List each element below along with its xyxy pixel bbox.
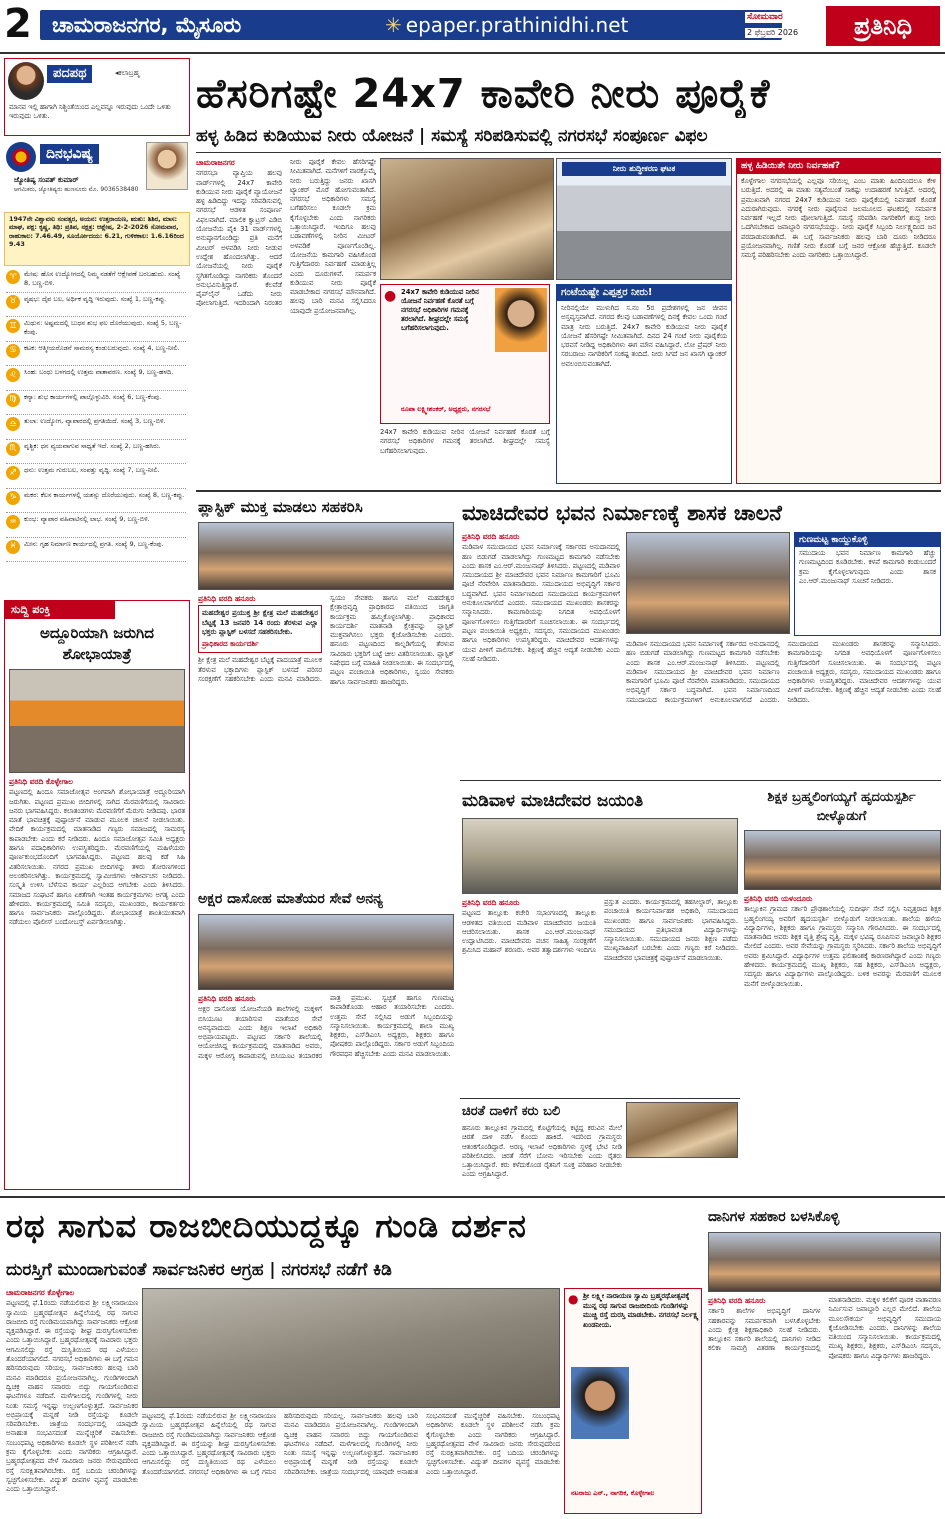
zodiac-text: ಸಿಂಹ: ಬಂಧು ಬಳಗದಲ್ಲಿ ಉತ್ತಮ ವಾತಾವರಣ. ಸಂಖ್ಯೆ 9, ಬಣ್ಣ-ಹಳದಿ. [24, 368, 174, 376]
machideva-box-title: ಗುಣಮಟ್ಟ ಕಾಯ್ದುಕೊಳ್ಳಿ [795, 533, 940, 547]
zodiac-text: ಮೀನ: ಗೃಹ ನಿರ್ಮಾಣ ಕಾರ್ಯದಲ್ಲಿ ಪ್ರಗತಿ. ಸಂಖ್ಯೆ 9, ಬಣ್ಣ-ಕೆಂಪು. [24, 539, 164, 548]
zodiac-text: ತುಲಾ: ಉದ್ಯೋಗ, ವ್ಯಾಪಾರದಲ್ಲಿ ಪ್ರಗತಿಯಿದೆ. ಸಂಖ್ಯೆ 3, ಬಣ್ಣ-ಬಿಳಿ. [24, 417, 166, 425]
machideva-box-text: ಸಮುದಾಯ ಭವನ ನಿರ್ಮಾಣ ಕಾಮಗಾರಿ ಹೆಚ್ಚು ಗುಣಮಟ್ಟದಿಂದ ಕೂಡಿರಬೇಕು. ಕಳಪೆ ಕಾಮಗಾರಿ ಕಂಡುಬಂದರೆ ಕ್ರಮ ಕೈಗೊಳ್ಳಲಾಗುವುದು ಎಂದು ಶಾಸಕ ಎಂ.ಆರ್.ಮಂಜುನಾಥ್ ಸೂಚನೆ ನೀಡಿದರು. [799, 549, 936, 585]
ratha-quote-photo [571, 1367, 629, 1439]
zodiac-text: ಧನು: ಉತ್ತಮ ಗುರುಬಲ, ಸಂಪತ್ತು ವೃದ್ಧಿ. ಸಂಖ್ಯೆ 7, ಬಣ್ಣ-ನೀಲಿ. [24, 466, 160, 474]
akshara-text: ಅಕ್ಷರ ದಾಸೋಹ ಯೋಜನೆಯಡಿ ಶಾಲೆಗಳಲ್ಲಿ ಮಕ್ಕಳಿಗೆ ಬಿಸಿಯೂಟ ತಯಾರಿಸುವ ಮಾತೆಯರ ಸೇವೆ ಅನನ್ಯವಾದುದು ಎಂದು ಶಿಕ್ಷಣ ಇಲಾಖೆ ಅಧಿಕಾರಿ ಅಭಿಪ್ರಾಯಪಟ್ಟರು. ಪಟ್ಟಣದ ಸರ್ಕಾರಿ ಶಾಲೆಯಲ್ಲಿ ಆಯೋಜಿಸಿದ್ದ ಕಾರ್ಯಕ್ರಮದಲ್ಲಿ ಮಾತನಾಡಿದ ಅವರು, ಮಕ್ಕಳ ಆರೋಗ್ಯ ಕಾಪಾಡುವಲ್ಲಿ ಬಿಸಿಯೂಟ ತಯಾರಕರ ಪಾತ್ರ ಪ್ರಮುಖ. ಸ್ವಚ್ಛತೆ ಹಾಗೂ ಗುಣಮಟ್ಟ ಕಾಪಾಡಿಕೊಂಡು ಆಹಾರ ತಯಾರಿಸಬೇಕು ಎಂದರು. ಉತ್ತಮ ಸೇವೆ ಸಲ್ಲಿಸಿದ ಅಡುಗೆ ಸಿಬ್ಬಂದಿಯನ್ನು ಸನ್ಮಾನಿಸಲಾಯಿತು. ಕಾರ್ಯಕ್ರಮದಲ್ಲಿ ಶಾಲಾ ಮುಖ್ಯ ಶಿಕ್ಷಕರು, ಎಸ್‌ಡಿಎಂಸಿ ಅಧ್ಯಕ್ಷರು, ಶಿಕ್ಷಕರು ಹಾಗೂ ಪೋಷಕರು ಪಾಲ್ಗೊಂಡಿದ್ದರು. ಸರ್ಕಾರ ಅಡುಗೆ ಸಿಬ್ಬಂದಿಯ ಗೌರವಧನ ಹೆಚ್ಚಿಸಬೇಕು ಎಂದು ಮನವಿ ಮಾಡಲಾಯಿತು. [198, 994, 454, 1060]
zodiac-sign-icon: ♊ [6, 319, 20, 333]
lead-deck: ಹಳ್ಳ ಹಿಡಿದ ಕುಡಿಯುವ ನೀರು ಯೋಜನೆ | ಸಮಸ್ಯೆ ಸರಿಪಡಿಸುವಲ್ಲಿ ನಗರಸಭೆ ಸಂಪೂರ್ಣ ವಿಫಲ [196, 126, 708, 146]
machideva-body [462, 532, 620, 776]
zodiac-row [6, 440, 186, 465]
suddi-tag: ಸುದ್ದಿ ಪಂಕ್ತಿ [5, 601, 115, 619]
zodiac-text: ಕನ್ಯಾ: ಶುಭ ಕಾರ್ಯಗಳಲ್ಲಿ ಪಾಲ್ಗೊಳ್ಳುವಿರಿ. ಸಂಖ್ಯೆ 6, ಬಣ್ಣ-ಕೆಂಪು. [24, 392, 162, 401]
region-title: ಚಾಮರಾಜನಗರ, ಮೈಸೂರು [52, 13, 242, 37]
machideva-photo [626, 532, 790, 634]
machideva-byline: ಪ್ರತಿನಿಧಿ ವರದಿ ಹನೂರು [462, 532, 520, 541]
ratha-deck: ದುರಸ್ತಿಗೆ ಮುಂದಾಗುವಂತೆ ಸಾರ್ವಜನಿಕರ ಆಗ್ರಹ | ನಗರಸಭೆ ನಡೆಗೆ ಕಿಡಿ [6, 1260, 392, 1280]
lead-sidebar [736, 158, 941, 484]
rule-chirate [460, 1098, 740, 1099]
suddi-headline: ಅದ್ದೂರಿಯಾಗಿ ಜರುಗಿದ ಶೋಭಾಯಾತ್ರೆ [40, 624, 154, 663]
quote1-photo [495, 288, 547, 352]
madivala-headline: ಮಡಿವಾಳ ಮಾಚಿದೇವರ ಜಯಂತಿ [462, 791, 644, 811]
zodiac-sign-icon: ♈ [6, 270, 20, 284]
machideva-box [794, 532, 941, 636]
site-url-text: epaper.prathinidhi.net [405, 13, 629, 37]
astrologer-name: ಜ್ಯೋತಿಷ್ಯ ಸಂಪತ್ ಕುಮಾರ್ [14, 176, 79, 184]
ratha-text-cont: ಪಟ್ಟಣದಲ್ಲಿ ಫೆ.1ರಂದು ನಡೆಯಲಿರುವ ಶ್ರೀ ಲಕ್ಷ್ಮೀನಾರಾಯಣ ಸ್ವಾಮಿಯ ಬ್ರಹ್ಮರಥೋತ್ಸವ ಹಿನ್ನೆಲೆಯಲ್ಲಿ ರಥ ಸಾಗುವ ರಾಜಬೀದಿ ರಸ್ತೆ ಗುಂಡಿಮಯವಾಗಿದ್ದು ಸಾರ್ವಜನಿಕರು ಆಕ್ರೋಶ ವ್ಯಕ್ತಪಡಿಸಿದ್ದಾರೆ. ಈ ರಸ್ತೆಯನ್ನು ಶೀಘ್ರ ದುರಸ್ತಿಗೊಳಿಸಬೇಕು ಎಂದು ಒತ್ತಾಯಿಸಿದ್ದಾರೆ. ಬ್ರಹ್ಮರಥೋತ್ಸವಕ್ಕೆ ಸಾವಿರಾರು ಭಕ್ತರು ಆಗಮಿಸಲಿದ್ದು ರಸ್ತೆ ದುಸ್ಥಿತಿಯಿಂದ ರಥ ಎಳೆಯಲು ತೊಂದರೆಯಾಗಲಿದೆ. ನಗರಸಭೆ ಅಧಿಕಾರಿಗಳು ಈ ಬಗ್ಗೆ ಗಮನ ಹರಿಸದಿರುವುದು ಸರಿಯಲ್ಲ. ಸಾರ್ವಜನಿಕರು ಹಲವು ಬಾರಿ ಮನವಿ ಮಾಡಿದರೂ ಪ್ರಯೋಜನವಾಗಿಲ್ಲ. ಗುಂಡಿಗಳಿಂದಾಗಿ ದ್ವಿಚಕ್ರ ವಾಹನ ಸವಾರರು ಬಿದ್ದು ಗಾಯಗೊಂಡಿರುವ ಘಟನೆಗಳೂ ನಡೆದಿವೆ. ಮಳೆಗಾಲದಲ್ಲಿ ಗುಂಡಿಗಳಲ್ಲಿ ನೀರು ನಿಂತು ಸಮಸ್ಯೆ ಇನ್ನಷ್ಟು ಉಲ್ಬಣಗೊಳ್ಳುತ್ತದೆ. ಸಾರ್ವಜನಿಕರ ಅಭಿಪ್ರಾಯಕ್ಕೆ ಮನ್ನಣೆ ನೀಡಿ ರಸ್ತೆಯನ್ನು ಕೂಡಲೇ ಸರಿಪಡಿಸಬೇಕು. ಜಾತ್ರೆಯ ಸಂದರ್ಭದಲ್ಲಿ ಯಾವುದೇ ಅನಾಹುತ ಸಂಭವಿಸದಂತೆ ಮುನ್ನೆಚ್ಚರಿಕೆ ವಹಿಸಬೇಕು. ಸಂಬಂಧಪಟ್ಟ ಅಧಿಕಾರಿಗಳು ಕೂಡಲೇ ಸ್ಥಳ ಪರಿಶೀಲನೆ ನಡೆಸಿ ಕ್ರಮ ಕೈಗೊಳ್ಳಬೇಕು ಎಂದು ನಾಗರಿಕರು ಆಗ್ರಹಿಸಿದ್ದಾರೆ. ಬ್ರಹ್ಮರಥೋತ್ಸವದ ವೇಳೆ ಸಾವಿರಾರು ಜನರು ಸೇರುವುದರಿಂದ ರಸ್ತೆ ಸುರಕ್ಷಿತವಾಗಿರಬೇಕು. ರಸ್ತೆ ಬದಿಯ ಚರಂಡಿಗಳನ್ನು ಸ್ವಚ್ಛಗೊಳಿಸಬೇಕು. ವಿದ್ಯುತ್ ದೀಪಗಳ ವ್ಯವಸ್ಥೆ ಮಾಡಬೇಕು ಎಂದು ಒತ್ತಾಯಿಸಿದ್ದಾರೆ. [142, 1412, 560, 1476]
lead-box-title: ಗಂಟೆಯಷ್ಟೇ ಎಪ್ಪತ್ತರ ನೀರು! [557, 285, 731, 301]
lead-photo-building [556, 158, 732, 280]
panchang-box [4, 212, 190, 266]
daani-text: ಸರ್ಕಾರಿ ಶಾಲೆಗಳ ಅಭಿವೃದ್ಧಿಗೆ ದಾನಿಗಳ ಸಹಕಾರವನ್ನು ಸಮರ್ಪಕವಾಗಿ ಬಳಸಿಕೊಳ್ಳಬೇಕು ಎಂದು ಕ್ಷೇತ್ರ ಶಿಕ್ಷಣಾಧಿಕಾರಿ ಸಲಹೆ ನೀಡಿದರು. ತಾಲ್ಲೂಕಿನ ಸರ್ಕಾರಿ ಶಾಲೆಯಲ್ಲಿ ದಾನಿಗಳು ನೀಡಿದ ಕಲಿಕಾ ಸಾಮಗ್ರಿ ವಿತರಣಾ ಕಾರ್ಯಕ್ರಮದಲ್ಲಿ ಮಾತನಾಡಿದರು. ಮಕ್ಕಳ ಕಲಿಕೆಗೆ ಪೂರಕ ವಾತಾವರಣ ನಿರ್ಮಿಸುವ ಜವಾಬ್ದಾರಿ ಎಲ್ಲರ ಮೇಲಿದೆ. ಶಾಲೆಯ ಮೂಲಸೌಕರ್ಯ ಅಭಿವೃದ್ಧಿಗೆ ಸಮುದಾಯ ಕೈಜೋಡಿಸಬೇಕು ಎಂದರು. ದಾನಿಗಳನ್ನು ಶಾಲೆಯ ವತಿಯಿಂದ ಸನ್ಮಾನಿಸಲಾಯಿತು. ಕಾರ್ಯಕ್ರಮದಲ್ಲಿ ಮುಖ್ಯ ಶಿಕ್ಷಕರು, ಶಿಕ್ಷಕರು, ಎಸ್‌ಡಿಎಂಸಿ ಸದಸ್ಯರು, ಪೋಷಕರು ಹಾಗೂ ವಿದ್ಯಾರ್ಥಿಗಳು ಹಾಜರಿದ್ದರು. [708, 1296, 941, 1360]
drop-icon: ● [384, 288, 397, 304]
zodiac-sign-icon: ♑ [6, 491, 20, 505]
ratha-headline: ರಥ ಸಾಗುವ ರಾಜಬೀದಿಯುದ್ದಕ್ಕೂ ಗುಂಡಿ ದರ್ಶನ [6, 1207, 527, 1245]
suddi-box [4, 600, 190, 1190]
padapatha-avatar [8, 62, 44, 100]
zodiac-row [6, 342, 186, 367]
date-label: 2 ಫೆಬ್ರವರಿ 2026 [747, 28, 799, 37]
lead-photo-sign: ನೀರು ಶುದ್ಧೀಕರಣ ಘಟಕ [562, 162, 726, 176]
chirate-body [462, 1124, 622, 1190]
zodiac-sign-icon: ♓ [6, 540, 20, 554]
lead-quote1: 24x7 ಕಾವೇರಿ ಕುಡಿಯುವ ನೀರಿನ ಯೋಜನೆ ನಿರ್ವಹಣೆ ಕೊರತೆ ಬಗ್ಗೆ ನಗರಸಭೆ ಅಧಿಕಾರಿಗಳ ಗಮನಕ್ಕೆ ತರಲಾಗಿದೆ. ಶೀಘ್ರದಲ್ಲೇ ಸಮಸ್ಯೆ ಬಗೆಹರಿಸಲಾಗುವುದು. [401, 288, 479, 332]
rule-mid2 [460, 780, 941, 781]
ratha-byline: ಚಾಮರಾಜನಗರ ಕೊಳ್ಳೇಗಾಲ [6, 1288, 75, 1297]
daani-photo [708, 1232, 941, 1292]
masthead-rule [0, 52, 945, 54]
zodiac-row [6, 391, 186, 416]
sun-icon: ✳ [385, 13, 402, 37]
shikshaka-photo [744, 830, 941, 890]
ratha-body-cont [142, 1412, 560, 1514]
zodiac-text: ಮಕರ: ಕೆಲಸ ಕಾರ್ಯಗಳಲ್ಲಿ ಯಶಸ್ಸು ದೊರೆಯುವುದು. ಸಂಖ್ಯೆ 8, ಬಣ್ಣ-ಕಪ್ಪು. [24, 490, 185, 499]
madivala-photo [462, 818, 738, 894]
ratha-quote: ಶ್ರೀ ಲಕ್ಷ್ಮೀ ನಾರಾಯಣ ಸ್ವಾಮಿ ಬ್ರಹ್ಮರಥೋತ್ಸವಕ್ಕೆ ಮುನ್ನ ರಥ ಸಾಗುವ ರಾಜಬೀದಿಯ ಗುಂಡಿಗಳನ್ನು ಮುಚ್ಚಿ ರಸ್ತೆ ದುರಸ್ತಿ ಮಾಡಬೇಕು. ನಗರಸಭೆ ನಿರ್ಲಕ್ಷ್ಯ ಖಂಡನೀಯ. [583, 1292, 699, 1329]
ratha-photo [142, 1288, 560, 1408]
daani-body [708, 1296, 941, 1514]
zodiac-row [6, 415, 186, 440]
plastic-body [198, 594, 454, 886]
page-number: 2 [4, 1, 32, 47]
lead-photo-woman [380, 158, 554, 280]
zodiac-text: ವೃಶ್ಚಿಕ: ಧನ ವ್ಯಯವಾಗುವ ಸಾಧ್ಯತೆ ಇದೆ. ಸಂಖ್ಯೆ 2, ಬಣ್ಣ-ಹಸಿರು. [24, 441, 161, 450]
zodiac-row [6, 366, 186, 391]
lead-quote1-box [380, 284, 550, 424]
zodiac-row [6, 317, 186, 342]
machideva-text: ಮಡಿವಾಳ ಸಮುದಾಯದ ಭವನ ನಿರ್ಮಾಣಕ್ಕೆ ಸರ್ಕಾರದ ಅನುದಾನದಲ್ಲಿ ಹಣ ಬಿಡುಗಡೆ ಮಾಡಲಾಗಿದ್ದು ಗುಣಮಟ್ಟದ ಕಾಮಗಾರಿ ನಡೆಸಬೇಕು ಎಂದು ಶಾಸಕ ಎಂ.ಆರ್.ಮಂಜುನಾಥ್ ತಿಳಿಸಿದರು. ಪಟ್ಟಣದಲ್ಲಿ ಮಡಿವಾಳ ಸಮುದಾಯದ ಶ್ರೀ ಮಾಚಿದೇವರ ಭವನ ನಿರ್ಮಾಣ ಕಾಮಗಾರಿಗೆ ಭೂಮಿ ಪೂಜೆ ನೆರವೇರಿಸಿ ಮಾತನಾಡಿದರು. ಸಮುದಾಯದ ಅಭಿವೃದ್ಧಿಗೆ ಸರ್ಕಾರ ಬದ್ಧವಾಗಿದೆ. ಭವನ ನಿರ್ಮಾಣದಿಂದ ಸಮುದಾಯದ ಕಾರ್ಯಕ್ರಮಗಳಿಗೆ ಅನುಕೂಲವಾಗಲಿದೆ ಎಂದರು. ಸಮುದಾಯದ ಮುಖಂಡರು ಶಾಸಕರನ್ನು ಸನ್ಮಾನಿಸಿದರು. ಕಾಮಗಾರಿಯನ್ನು ನಿಗದಿತ ಅವಧಿಯೊಳಗೆ ಪೂರ್ಣಗೊಳಿಸಲು ಗುತ್ತಿಗೆದಾರರಿಗೆ ಸೂಚಿಸಲಾಯಿತು. ಈ ಸಂದರ್ಭದಲ್ಲಿ ಪಟ್ಟಣ ಪಂಚಾಯಿತಿ ಅಧ್ಯಕ್ಷರು, ಸದಸ್ಯರು, ಸಮುದಾಯದ ಮುಖಂಡರು ಹಾಗೂ ಅಧಿಕಾರಿಗಳು ಉಪಸ್ಥಿತರಿದ್ದರು. ಮಾಚಿದೇವರ ಆದರ್ಶಗಳನ್ನು ಯುವ ಪೀಳಿಗೆ ಪಾಲಿಸಬೇಕು. ಶಿಕ್ಷಣಕ್ಕೆ ಹೆಚ್ಚಿನ ಆದ್ಯತೆ ನೀಡಬೇಕು ಎಂದು ಸಲಹೆ ನೀಡಿದರು. [462, 543, 620, 663]
rule-bottom-band [0, 1196, 945, 1198]
lead-sidebar-text: ಕೊಳ್ಳೇಗಾಲ ನಗರಸಭೆಯಲ್ಲಿ ಎಲ್ಲವೂ ಸರಿಯಿಲ್ಲ ಎಂಬ ಮಾತು ಹಿಂದಿನಿಂದಲೂ ಕೇಳಿ ಬರುತ್ತಿದೆ. ಅದರಲ್ಲಿ ಈ ಮಾತು ಸತ್ಯವೆಂಬಂತೆ ಸಾಕಷ್ಟು ಉದಾಹರಣೆ ಸಿಗುತ್ತಿವೆ. ಅದರಲ್ಲಿ ಪ್ರಮುಖವಾಗಿ ನಗರದ 24x7 ಕುಡಿಯುವ ನೀರು ಪೂರೈಕೆಯಲ್ಲಿ ನಿರ್ವಹಣೆ ಕೊರತೆ ಎದುರಾಗಿರುವುದು. ನಗರಕ್ಕೆ ನೀರು ಪೂರೈಸುವ ಜಲಮೂಲದ ಘಟಕದಲ್ಲಿ ಸಮರ್ಪಕ ನಿರ್ವಹಣೆ ಇಲ್ಲದೆ ನೀರು ಪೋಲಾಗುತ್ತಿದೆ. ಸಮಸ್ಯೆ ಸರಿಪಡಿಸಿ ನಾಗರಿಕರಿಗೆ ಶುದ್ಧ ನೀರು ಒದಗಿಸಬೇಕಾದ ಜವಾಬ್ದಾರಿ ನಗರಸಭೆಯದ್ದು. ನೀರು ಪೂರೈಕೆ ಸಿಬ್ಬಂದಿ ನಿರ್ಲಕ್ಷ್ಯದಿಂದ ಜನ ಪರದಾಡುವಂತಾಗಿದೆ. ಈ ಬಗ್ಗೆ ಸಾರ್ವಜನಿಕರು ಹಲವು ಬಾರಿ ದೂರು ನೀಡಿದರೂ ಪ್ರಯೋಜನವಾಗಿಲ್ಲ. ಗಣಿತೆ ನೀರು ಕೊರತೆ ಬಗ್ಗೆ ಜನರ ಆಕ್ರೋಶ ಹೆಚ್ಚುತ್ತಿದೆ. ಕೂಡಲೇ ಸಮಸ್ಯೆ ಪರಿಹರಿಸಬೇಕು ಎಂದು ನಾಗರಿಕರು ಒತ್ತಾಯಿಸಿದ್ದಾರೆ. [741, 177, 936, 260]
ratha-text: ಪಟ್ಟಣದಲ್ಲಿ ಫೆ.1ರಂದು ನಡೆಯಲಿರುವ ಶ್ರೀ ಲಕ್ಷ್ಮೀನಾರಾಯಣ ಸ್ವಾಮಿಯ ಬ್ರಹ್ಮರಥೋತ್ಸವ ಹಿನ್ನೆಲೆಯಲ್ಲಿ ರಥ ಸಾಗುವ ರಾಜಬೀದಿ ರಸ್ತೆ ಗುಂಡಿಮಯವಾಗಿದ್ದು ಸಾರ್ವಜನಿಕರು ಆಕ್ರೋಶ ವ್ಯಕ್ತಪಡಿಸಿದ್ದಾರೆ. ಈ ರಸ್ತೆಯನ್ನು ಶೀಘ್ರ ದುರಸ್ತಿಗೊಳಿಸಬೇಕು ಎಂದು ಒತ್ತಾಯಿಸಿದ್ದಾರೆ. ಬ್ರಹ್ಮರಥೋತ್ಸವಕ್ಕೆ ಸಾವಿರಾರು ಭಕ್ತರು ಆಗಮಿಸಲಿದ್ದು ರಸ್ತೆ ದುಸ್ಥಿತಿಯಿಂದ ರಥ ಎಳೆಯಲು ತೊಂದರೆಯಾಗಲಿದೆ. ನಗರಸಭೆ ಅಧಿಕಾರಿಗಳು ಈ ಬಗ್ಗೆ ಗಮನ ಹರಿಸದಿರುವುದು ಸರಿಯಲ್ಲ. ಸಾರ್ವಜನಿಕರು ಹಲವು ಬಾರಿ ಮನವಿ ಮಾಡಿದರೂ ಪ್ರಯೋಜನವಾಗಿಲ್ಲ. ಗುಂಡಿಗಳಿಂದಾಗಿ ದ್ವಿಚಕ್ರ ವಾಹನ ಸವಾರರು ಬಿದ್ದು ಗಾಯಗೊಂಡಿರುವ ಘಟನೆಗಳೂ ನಡೆದಿವೆ. ಮಳೆಗಾಲದಲ್ಲಿ ಗುಂಡಿಗಳಲ್ಲಿ ನೀರು ನಿಂತು ಸಮಸ್ಯೆ ಇನ್ನಷ್ಟು ಉಲ್ಬಣಗೊಳ್ಳುತ್ತದೆ. ಸಾರ್ವಜನಿಕರ ಅಭಿಪ್ರಾಯಕ್ಕೆ ಮನ್ನಣೆ ನೀಡಿ ರಸ್ತೆಯನ್ನು ಕೂಡಲೇ ಸರಿಪಡಿಸಬೇಕು. ಜಾತ್ರೆಯ ಸಂದರ್ಭದಲ್ಲಿ ಯಾವುದೇ ಅನಾಹುತ ಸಂಭವಿಸದಂತೆ ಮುನ್ನೆಚ್ಚರಿಕೆ ವಹಿಸಬೇಕು. ಸಂಬಂಧಪಟ್ಟ ಅಧಿಕಾರಿಗಳು ಕೂಡಲೇ ಸ್ಥಳ ಪರಿಶೀಲನೆ ನಡೆಸಿ ಕ್ರಮ ಕೈಗೊಳ್ಳಬೇಕು ಎಂದು ನಾಗರಿಕರು ಆಗ್ರಹಿಸಿದ್ದಾರೆ. ಬ್ರಹ್ಮರಥೋತ್ಸವದ ವೇಳೆ ಸಾವಿರಾರು ಜನರು ಸೇರುವುದರಿಂದ ರಸ್ತೆ ಸುರಕ್ಷಿತವಾಗಿರಬೇಕು. ರಸ್ತೆ ಬದಿಯ ಚರಂಡಿಗಳನ್ನು ಸ್ವಚ್ಛಗೊಳಿಸಬೇಕು. ವಿದ್ಯುತ್ ದೀಪಗಳ ವ್ಯವಸ್ಥೆ ಮಾಡಬೇಕು ಎಂದು ಒತ್ತಾಯಿಸಿದ್ದಾರೆ. [6, 1299, 138, 1494]
akshara-headline: ಅಕ್ಷರ ದಾಸೋಹ ಮಾತೆಯರ ಸೇವೆ ಅನನ್ಯ [198, 891, 383, 907]
zodiac-sign-icon: ♍ [6, 393, 20, 407]
astrologer-contact: ಆಗಮಿಕರು, ಜ್ಯೋತಿಷ್ಯರು ಹುಣಸೂರು ಮೊ. 9036538480 [14, 186, 139, 193]
zodiac-sign-icon: ♌ [6, 368, 20, 382]
lead-box-water [556, 284, 732, 484]
zodiac-sign-icon: ♏ [6, 442, 20, 456]
lead-body-cont [380, 428, 550, 486]
zodiac-sign-icon: ♉ [6, 295, 20, 309]
zodiac-row [6, 513, 186, 538]
masthead [0, 0, 945, 54]
lead-rule [196, 152, 941, 153]
zodiac-list [6, 268, 186, 562]
zodiac-row [6, 293, 186, 318]
zodiac-text: ವೃಷಭ: ದೈವ ಬಲ, ಅರ್ಥಿಕ ವೃದ್ಧಿ ಇರುವುದು. ಸಂಖ್ಯೆ 1, ಬಣ್ಣ-ಕಪ್ಪು. [24, 294, 167, 303]
padapatha-text: ಮಾನವ ಇಲ್ಲಿ ಹಾಗಾಗಿ ನಿಶ್ಚಿಂತೆಯಿಂದ ಎಲ್ಲವನ್ನೂ ಇರುವುದು ಒಂದೇ ಒಳಿತು ಇರುವುದು ಒಳಿತು. [9, 103, 171, 120]
daani-headline: ದಾನಿಗಳ ಸಹಕಾರ ಬಳಸಿಕೊಳ್ಳಿ [708, 1209, 840, 1225]
zodiac-row [6, 489, 186, 514]
padapatha-title: ಪದಪಥ [47, 65, 92, 83]
day-label: ಸೋಮವಾರ [747, 12, 783, 22]
lead-headline: ಹೆಸರಿಗಷ್ಟೇ 24x7 ಕಾವೇರಿ ನೀರು ಪೂರೈಕೆ [196, 71, 771, 117]
logo: ಪ್ರತಿನಿಧಿ [826, 6, 940, 46]
machideva-text-cont: ಮಡಿವಾಳ ಸಮುದಾಯದ ಭವನ ನಿರ್ಮಾಣಕ್ಕೆ ಸರ್ಕಾರದ ಅನುದಾನದಲ್ಲಿ ಹಣ ಬಿಡುಗಡೆ ಮಾಡಲಾಗಿದ್ದು ಗುಣಮಟ್ಟದ ಕಾಮಗಾರಿ ನಡೆಸಬೇಕು ಎಂದು ಶಾಸಕ ಎಂ.ಆರ್.ಮಂಜುನಾಥ್ ತಿಳಿಸಿದರು. ಪಟ್ಟಣದಲ್ಲಿ ಮಡಿವಾಳ ಸಮುದಾಯದ ಶ್ರೀ ಮಾಚಿದೇವರ ಭವನ ನಿರ್ಮಾಣ ಕಾಮಗಾರಿಗೆ ಭೂಮಿ ಪೂಜೆ ನೆರವೇರಿಸಿ ಮಾತನಾಡಿದರು. ಸಮುದಾಯದ ಅಭಿವೃದ್ಧಿಗೆ ಸರ್ಕಾರ ಬದ್ಧವಾಗಿದೆ. ಭವನ ನಿರ್ಮಾಣದಿಂದ ಸಮುದಾಯದ ಕಾರ್ಯಕ್ರಮಗಳಿಗೆ ಅನುಕೂಲವಾಗಲಿದೆ ಎಂದರು. ಸಮುದಾಯದ ಮುಖಂಡರು ಶಾಸಕರನ್ನು ಸನ್ಮಾನಿಸಿದರು. ಕಾಮಗಾರಿಯನ್ನು ನಿಗದಿತ ಅವಧಿಯೊಳಗೆ ಪೂರ್ಣಗೊಳಿಸಲು ಗುತ್ತಿಗೆದಾರರಿಗೆ ಸೂಚಿಸಲಾಯಿತು. ಈ ಸಂದರ್ಭದಲ್ಲಿ ಪಟ್ಟಣ ಪಂಚಾಯಿತಿ ಅಧ್ಯಕ್ಷರು, ಸದಸ್ಯರು, ಸಮುದಾಯದ ಮುಖಂಡರು ಹಾಗೂ ಅಧಿಕಾರಿಗಳು ಉಪಸ್ಥಿತರಿದ್ದರು. ಮಾಚಿದೇವರ ಆದರ್ಶಗಳನ್ನು ಯುವ ಪೀಳಿಗೆ ಪಾಲಿಸಬೇಕು. ಶಿಕ್ಷಣಕ್ಕೆ ಹೆಚ್ಚಿನ ಆದ್ಯತೆ ನೀಡಬೇಕು ಎಂದು ಸಲಹೆ ನೀಡಿದರು. [626, 640, 941, 704]
flower-icon: ● [568, 1292, 579, 1306]
plastic-quote-text: ಮಹದೇಶ್ವರ ಪ್ರಯುಕ್ತ ಶ್ರೀ ಕ್ಷೇತ್ರ ಮಲೆ ಮಹದೇಶ್ವರ ಬೆಟ್ಟಕ್ಕೆ 13 ಜನವರಿ 14 ರಂದು ತೆರಳುವ ಎಲ್ಲಾ ಭಕ್ತರು ಪ್ಲಾಸ್ಟಿಕ್ ಬಳಸದೆ ಸಹಕರಿಸಬೇಕು. [202, 609, 318, 637]
chirate-text: ಹನೂರು ತಾಲ್ಲೂಕಿನ ಗ್ರಾಮದಲ್ಲಿ ಕೊಟ್ಟಿಗೆಯಲ್ಲಿ ಕಟ್ಟಿದ್ದ ಕರುವಿನ ಮೇಲೆ ಚಿರತೆ ದಾಳಿ ನಡೆಸಿ ಕೊಂದು ಹಾಕಿದೆ. ಇದರಿಂದ ಗ್ರಾಮಸ್ಥರು ಆತಂಕಗೊಂಡಿದ್ದಾರೆ. ಅರಣ್ಯ ಇಲಾಖೆ ಅಧಿಕಾರಿಗಳು ಸ್ಥಳಕ್ಕೆ ಭೇಟಿ ನೀಡಿ ಪರಿಶೀಲಿಸಿದರು. ಚಿರತೆ ಸೆರೆಗೆ ಬೋನು ಇರಿಸಬೇಕು ಎಂದು ರೈತರು ಒತ್ತಾಯಿಸಿದ್ದಾರೆ. ಕರು ಕಳೆದುಕೊಂಡ ರೈತನಿಗೆ ಸೂಕ್ತ ಪರಿಹಾರ ನೀಡಬೇಕು ಎಂದು ಆಗ್ರಹಿಸಿದ್ದಾರೆ. [462, 1124, 622, 1179]
plastic-headline: ಪ್ಲಾಸ್ಟಿಕ್ ಮುಕ್ತ ಮಾಡಲು ಸಹಕರಿಸಿ [198, 498, 363, 516]
zodiac-text: ಕಟಕ: ಆತ್ಮೀಯರೊಡನೆ ಸಾಮರಸ್ಯ ಕಂಡುಬರುವುದು. ಸಂಖ್ಯೆ 4, ಬಣ್ಣ-ನೀಲಿ. [24, 343, 180, 352]
zodiac-text: ಮೇಷ: ಹೊಸ ಉದ್ಯೋಗದಲ್ಲಿ ನಿಮ್ಮ ನಡತೆಗೆ ಆಕ್ಷೇಪಣೆ ಬರಬಹುದು. ಸಂಖ್ಯೆ 8, ಬಣ್ಣ-ಬಿಳಿ. [24, 270, 181, 287]
lead-sidebar-title: ಹಳ್ಳ ಹಿಡಿಯಿತೇ ನೀರು ನಿರ್ವಹಣೆ? [737, 159, 940, 174]
ratha-quote-by: ನಟರಾಜು ಎನ್., ನಾಗರಿಕ, ಕೊಳ್ಳೇಗಾಲ [571, 1489, 655, 1497]
zodiac-wheel-icon [6, 142, 36, 172]
ratha-body [6, 1288, 138, 1514]
plastic-text: ಶ್ರೀ ಕ್ಷೇತ್ರ ಮಲೆ ಮಹದೇಶ್ವರ ಬೆಟ್ಟಕ್ಕೆ ಪಾದಯಾತ್ರೆ ಮೂಲಕ ತೆರಳುವ ಭಕ್ತಾದಿಗಳು ಪ್ಲಾಸ್ಟಿಕ್ ಬಳಸದೆ ಪರಿಸರ ಸಂರಕ್ಷಣೆಗೆ ಸಹಕರಿಸಬೇಕು ಎಂದು ಮನವಿ ಮಾಡಿದರು. ಸ್ವಯಂ ಸೇವಕರು ಹಾಗೂ ಮಲೆ ಮಹದೇಶ್ವರ ಕ್ಷೇತ್ರಾಭಿವೃದ್ಧಿ ಪ್ರಾಧಿಕಾರದ ವತಿಯಿಂದ ಜಾಗೃತಿ ಕಾರ್ಯಕ್ರಮ ಹಮ್ಮಿಕೊಳ್ಳಲಾಗಿತ್ತು. ಪ್ರಾಧಿಕಾರದ ಕಾರ್ಯದರ್ಶಿ ಮಾತನಾಡಿ ಕ್ಷೇತ್ರವನ್ನು ಪ್ಲಾಸ್ಟಿಕ್ ಮುಕ್ತವಾಗಿಸಲು ಭಕ್ತರು ಕೈಜೋಡಿಸಬೇಕು ಎಂದರು. ಹನೂರು ಪಟ್ಟಣದಿಂದ ಕಾಲ್ನಡಿಗೆಯಲ್ಲಿ ತೆರಳುವ ಸಾವಿರಾರು ಭಕ್ತರಿಗೆ ಬಟ್ಟೆ ಚೀಲ ವಿತರಿಸಲಾಯಿತು. ಪ್ಲಾಸ್ಟಿಕ್ ನಿಷೇಧದ ಬಗ್ಗೆ ಮಾಹಿತಿ ನೀಡಲಾಯಿತು. ಈ ಸಂದರ್ಭದಲ್ಲಿ ಪಟ್ಟಣ ಪಂಚಾಯಿತಿ ಅಧಿಕಾರಿಗಳು, ಸ್ವಯಂ ಸೇವಕರು ಹಾಗೂ ಸಾರ್ವಜನಿಕರು ಹಾಜರಿದ್ದರು. [198, 594, 454, 686]
chirate-headline: ಚಿರತೆ ದಾಳಿಗೆ ಕರು ಬಲಿ [462, 1104, 561, 1119]
zodiac-row [6, 268, 186, 293]
shikshaka-text: ತಾಲ್ಲೂಕಿನ ಗ್ರಾಮದ ಸರ್ಕಾರಿ ಪ್ರೌಢಶಾಲೆಯಲ್ಲಿ ಸುದೀರ್ಘ ಸೇವೆ ಸಲ್ಲಿಸಿ ನಿವೃತ್ತರಾದ ಶಿಕ್ಷಕ ಬ್ರಹ್ಮಲಿಂಗಯ್ಯ ಅವರಿಗೆ ಹೃದಯಸ್ಪರ್ಶಿ ಬೀಳ್ಕೊಡುಗೆ ನೀಡಲಾಯಿತು. ಶಾಲೆಯ ಹಳೆಯ ವಿದ್ಯಾರ್ಥಿಗಳು, ಶಿಕ್ಷಕರು ಹಾಗೂ ಗ್ರಾಮಸ್ಥರು ಸನ್ಮಾನಿಸಿ ಗೌರವಿಸಿದರು. ಈ ಸಂದರ್ಭದಲ್ಲಿ ಮಾತನಾಡಿದ ಅವರು ಶಿಕ್ಷಕ ವೃತ್ತಿ ಶ್ರೇಷ್ಠ ವೃತ್ತಿ. ಮಕ್ಕಳ ಭವಿಷ್ಯ ರೂಪಿಸುವ ಜವಾಬ್ದಾರಿ ಶಿಕ್ಷಕರ ಮೇಲಿದೆ ಎಂದರು. ಅವರ ಸೇವೆಯನ್ನು ಗ್ರಾಮಸ್ಥರು ಸ್ಮರಿಸಿದರು. ಸರ್ಕಾರಿ ಶಾಲೆಯ ಅಭಿವೃದ್ಧಿಗೆ ಅವರು ಶ್ರಮಿಸಿದ್ದಾರೆ. ವಿದ್ಯಾರ್ಥಿಗಳ ಉತ್ತಮ ಫಲಿತಾಂಶಕ್ಕೆ ಕಾರಣರಾಗಿದ್ದಾರೆ ಎಂದು ಗಣ್ಯರು ಹೇಳಿದರು. ಕಾರ್ಯಕ್ರಮದಲ್ಲಿ ಮುಖ್ಯ ಶಿಕ್ಷಕರು, ಸಹ ಶಿಕ್ಷಕರು, ಎಸ್‌ಡಿಎಂಸಿ ಅಧ್ಯಕ್ಷರು, ಸದಸ್ಯರು ಹಾಗೂ ವಿದ್ಯಾರ್ಥಿಗಳು ಪಾಲ್ಗೊಂಡಿದ್ದರು. ಬಳಿಕ ಅವರನ್ನು ಮೆರವಣಿಗೆ ಮೂಲಕ ಮನೆಗೆ ಬೀಳ್ಕೊಡಲಾಯಿತು. [744, 905, 941, 988]
suddi-photo [9, 669, 185, 773]
lead-text-cont: 24x7 ಕಾವೇರಿ ಕುಡಿಯುವ ನೀರಿನ ಯೋಜನೆ ನಿರ್ವಹಣೆ ಕೊರತೆ ಬಗ್ಗೆ ನಗರಸಭೆ ಅಧಿಕಾರಿಗಳ ಗಮನಕ್ಕೆ ತರಲಾಗಿದೆ. ಶೀಘ್ರದಲ್ಲೇ ಸಮಸ್ಯೆ ಬಗೆಹರಿಸಲಾಗುವುದು. [380, 428, 550, 455]
lead-body [196, 158, 376, 488]
shikshaka-body [744, 894, 941, 1190]
suddi-text: ಪಟ್ಟಣದಲ್ಲಿ ಹಿಂದೂ ಸಮಾಜೋತ್ಸವ ಅಂಗವಾಗಿ ಶೋಭಾಯಾತ್ರೆ ಅದ್ದೂರಿಯಾಗಿ ಜರುಗಿತು. ಪಟ್ಟಣದ ಪ್ರಮುಖ ಬೀದಿಗಳಲ್ಲಿ ಸಾಗಿದ ಮೆರವಣಿಗೆಯಲ್ಲಿ ಸಾವಿರಾರು ಜನರು ಭಾಗವಹಿಸಿದ್ದರು. ಕಲಾತಂಡಗಳು ಮೆರವಣಿಗೆಗೆ ಮೆರುಗು ನೀಡಿದವು. ಭಾರತ ಮಾತೆ ಭಾವಚಿತ್ರಕ್ಕೆ ಪುಷ್ಪಾರ್ಚನೆ ಮಾಡುವ ಮೂಲಕ ಚಾಲನೆ ನೀಡಲಾಯಿತು. ವೇದಿಕೆ ಕಾರ್ಯಕ್ರಮದಲ್ಲಿ ಮಾತನಾಡಿದ ಗಣ್ಯರು ಸಮಾಜದಲ್ಲಿ ಸಾಮರಸ್ಯ ಕಾಪಾಡಬೇಕು ಎಂದು ಕರೆ ನೀಡಿದರು. ಹಿಂದೂ ಸಮಾಜೋತ್ಸವ ಸಮಿತಿ ಅಧ್ಯಕ್ಷರು ಹಾಗೂ ಪದಾಧಿಕಾರಿಗಳು ಉಪಸ್ಥಿತರಿದ್ದರು. ಮೆರವಣಿಗೆಯಲ್ಲಿ ಮಹಿಳೆಯರು ಪೂರ್ಣಕುಂಭದೊಂದಿಗೆ ಭಾಗವಹಿಸಿದ್ದರು. ಪಟ್ಟಣದ ಹಲವು ಕಡೆ ಸಿಹಿ ವಿತರಿಸಲಾಯಿತು. ನಗರದ ಪ್ರಮುಖ ಬೀದಿಗಳನ್ನು ತಳಿರು ತೋರಣಗಳಿಂದ ಅಲಂಕರಿಸಲಾಗಿತ್ತು. ಕಾರ್ಯಕ್ರಮದಲ್ಲಿ ಸ್ವಾಮೀಜಿಗಳು ಆಶೀರ್ವಚನ ನೀಡಿದರು. ಸಂಸ್ಕೃತಿ ಉಳಿಸಿ ಬೆಳೆಸುವ ಕಾರ್ಯ ಎಲ್ಲರಿಂದ ಆಗಬೇಕು ಎಂದು ತಿಳಿಸಿದರು. ಸಮಾಜದ ಸಂಘಟನೆ ಹಾಗೂ ಏಕತೆಗಾಗಿ ಇಂತಹ ಕಾರ್ಯಕ್ರಮಗಳು ಅಗತ್ಯ ಎಂದು ಹೇಳಿದರು. ಕಾರ್ಯಕ್ರಮದಲ್ಲಿ ಸಮಿತಿ ಸದಸ್ಯರು, ಮುಖಂಡರು, ಕಾರ್ಯಕರ್ತರು ಹಾಗೂ ಸಾರ್ವಜನಿಕರು ಪಾಲ್ಗೊಂಡಿದ್ದರು. ಶೋಭಾಯಾತ್ರೆ ಶಾಂತಿಯುತವಾಗಿ ನಡೆಯಲು ಪೊಲೀಸ್ ಬಂದೋಬಸ್ತ್ ಏರ್ಪಡಿಸಲಾಗಿತ್ತು. [9, 788, 185, 927]
zodiac-sign-icon: ♐ [6, 466, 20, 480]
zodiac-text: ಕುಂಭ: ವ್ಯಾಪಾರ ವಹಿವಾಟಿನಲ್ಲಿ ಲಾಭ. ಸಂಖ್ಯೆ 9, ಬಣ್ಣ-ಬಿಳಿ. [24, 515, 150, 523]
akshara-body [198, 994, 454, 1190]
plastic-photo [198, 522, 454, 590]
machideva-body-cont [626, 640, 941, 776]
plastic-quote-by: ಪ್ರಾಧಿಕಾರದ ಕಾರ್ಯದರ್ಶಿ [202, 639, 259, 648]
zodiac-row [6, 538, 186, 563]
zodiac-text: ಮಿಥುನ: ಅಷ್ಟಮದಲ್ಲಿ ಬುಧನ ಶುಭ ಫಲ ದೊರೆಯುವುದು. ಸಂಖ್ಯೆ 5, ಬಣ್ಣ-ಕೆಂಪು. [24, 319, 182, 336]
daani-byline: ಪ್ರತಿನಿಧಿ ವರದಿ ಹನೂರು [708, 1296, 766, 1305]
akshara-photo [198, 914, 454, 990]
padapatha-author: ◂ಕಲಾಬ್ರಹ್ಮ [115, 69, 140, 77]
astrologer-photo [146, 142, 188, 190]
zodiac-sign-icon: ♎ [6, 417, 20, 431]
lead-text: ನಗರಸಭಾ ವ್ಯಾಪ್ತಿಯ ಹಲವು ವಾರ್ಡ್‌ಗಳಲ್ಲಿ 24x7 ಕಾವೇರಿ ಕುಡಿಯುವ ನೀರು ಪೂರೈಕೆ ವ್ಯಾಯೋಜನೆ ಹಳ್ಳ ಹಿಡಿದಿದ್ದು ಇದನ್ನು ಸರಿಪಡಿಸುವಲ್ಲಿ ನಗರಸಭೆ ಆಡಳಿತ ಸಂಪೂರ್ಣ ವಿಫಲವಾಗಿದೆ. ಮಾಲಿಕ ಕ್ವಾಟ್ರಸ್ ಎಡಿಬಿ ಯೋಜನೆಯ ಪೈಕಿ 31 ವಾರ್ಡ್‌ಗಳಲ್ಲಿ ಅನುಷ್ಠಾನಗೊಂಡಿದ್ದು ಪ್ರತಿ ಮನೆಗೆ ಮೀಟರ್ ಅಳವಡಿಸಿ ನೀರು ನೀಡುವ ಉದ್ದೇಶ ಹೊಂದಲಾಗಿತ್ತು. ಆದರೆ ಯೋಜನೆಯಲ್ಲಿ ನೀರು ಪೂರೈಕೆ ಸ್ಥಗಿತಗೊಂಡಿದ್ದು ನಾಗರಿಕರು ತೊಂದರೆ ಅನುಭವಿಸುತ್ತಿದ್ದಾರೆ. ಕೆಲವೆಡೆ ಪೈಪ್‌ಲೈನ್ ಒಡೆದು ನೀರು ಪೋಲಾಗುತ್ತಿದೆ. ಇದರಿಂದಾಗಿ ನಿರಂತರ ನೀರು ಪೂರೈಕೆ ಕೇವಲ ಹೆಸರಿಗಷ್ಟೇ ಸೀಮಿತವಾಗಿದೆ. ಮನೆಗಳಿಗೆ ವಾರಕ್ಕೊಮ್ಮೆ ನೀರು ಬರುತ್ತಿದ್ದು ಜನರು ಖಾಸಗಿ ಟ್ಯಾಂಕರ್ ಮೊರೆ ಹೋಗುವಂತಾಗಿದೆ. ನಗರಸಭೆ ಅಧಿಕಾರಿಗಳು ಸಮಸ್ಯೆ ಬಗೆಹರಿಸಲು ಕೂಡಲೇ ಕ್ರಮ ಕೈಗೊಳ್ಳಬೇಕು ಎಂದು ನಾಗರಿಕರು ಒತ್ತಾಯಿಸಿದ್ದಾರೆ. ಇಂದಿಗೂ ಹಲವು ಬಡಾವಣೆಗಳಲ್ಲಿ ನೀರಿನ ಮೀಟರ್ ಅಳವಡಿಕೆ ಪೂರ್ಣಗೊಂಡಿಲ್ಲ. ಯೋಜನೆಯ ಕಾಮಗಾರಿ ವಹಿಸಿಕೊಂಡ ಗುತ್ತಿಗೆದಾರರು ನಿರ್ವಹಣೆ ಮಾಡುತ್ತಿಲ್ಲ ಎಂದು ದೂರುಗಳಿವೆ. ಸಮರ್ಪಕ ಕುಡಿಯುವ ನೀರು ಪೂರೈಕೆ ಮಾಡಬೇಕಾದ ನಗರಸಭೆ ಮೌನವಾಗಿದೆ. ಹಲವು ಬಾರಿ ಮನವಿ ಸಲ್ಲಿಸಿದರೂ ಯಾವುದೇ ಪ್ರಯೋಜನವಾಗಿಲ್ಲ. [196, 158, 376, 315]
zodiac-row [6, 464, 186, 489]
suddi-byline: ಪ್ರತಿನಿಧಿ ವರದಿ ಕೊಳ್ಳೇಗಾಲ [9, 777, 74, 786]
chirate-photo [626, 1102, 738, 1158]
shikshaka-byline: ಪ್ರತಿನಿಧಿ ವರದಿ ಯಳಂದೂರು [744, 894, 813, 903]
horoscope-header [4, 140, 190, 208]
zodiac-sign-icon: ♒ [6, 515, 20, 529]
ratha-quote-box [564, 1288, 702, 1514]
lead-box-text: ನೀರಿನಲ್ಲಿಯೇ ಮುಳುಗಿದ ಸ.ನಂ 5ರ ಪ್ರದೇಶಗಳಲ್ಲಿ ಜನ ಜೀವನ ಅಸ್ತವ್ಯಸ್ತವಾಗಿದೆ. ನಗರದ ಕೆಲವು ಬಡಾವಣೆಗಳಲ್ಲಿ ದಿನಕ್ಕೆ ಕೇವಲ ಒಂದು ಗಂಟೆ ಮಾತ್ರ ನೀರು ಬರುತ್ತಿದೆ. 24x7 ಕಾವೇರಿ ಕುಡಿಯುವ ನೀರು ಪೂರೈಕೆ ಯೋಜನೆ ಹೆಸರಿಗಷ್ಟೇ ಸೀಮಿತವಾಗಿದೆ. ದಿನದ 24 ಗಂಟೆ ನೀರು ಪೂರೈಕೆಯ ಭರವಸೆ ನೀಡಿದ್ದ ಅಧಿಕಾರಿಗಳು ಈಗ ಮೌನ ವಹಿಸಿದ್ದಾರೆ. ಲೋ ಪ್ರೆಷರ್ ನೀರು ಸರಬರಾಜು ನಾಗರಿಕರಿಗೆ ಸಂಕಷ್ಟ ತಂದಿದೆ. ನೀರು ಸಿಗದೆ ಜನ ಖಾಸಗಿ ಟ್ಯಾಂಕರ್ ಅವಲಂಬಿಸುವಂತಾಗಿದೆ. [561, 304, 727, 368]
horoscope-title: ದಿನಭವಿಷ್ಯ [40, 144, 99, 164]
akshara-byline: ಪ್ರತಿನಿಧಿ ವರದಿ ಹನೂರು [198, 994, 256, 1003]
madivala-text: ಪಟ್ಟಣದ ತಾಲ್ಲೂಕು ಕಚೇರಿ ಸಭಾಂಗಣದಲ್ಲಿ ತಾಲ್ಲೂಕು ಆಡಳಿತದ ವತಿಯಿಂದ ಮಡಿವಾಳ ಮಾಚಿದೇವರ ಜಯಂತಿ ಆಚರಿಸಲಾಯಿತು. ಶಾಸಕ ಎಂ.ಆರ್.ಮಂಜುನಾಥ್ ಉದ್ಘಾಟಿಸಿದರು. ಮಾಚಿದೇವರು ವಚನ ಸಾಹಿತ್ಯ ಸಂರಕ್ಷಣೆಗೆ ಶ್ರಮಿಸಿದ ಮಹಾನ್ ಶರಣರು. ಅವರ ತತ್ವಾದರ್ಶಗಳು ಇಂದಿಗೂ ಪ್ರಸ್ತುತ ಎಂದರು. ಕಾರ್ಯಕ್ರಮದಲ್ಲಿ ತಹಸೀಲ್ದಾರ್, ತಾಲ್ಲೂಕು ಪಂಚಾಯಿತಿ ಕಾರ್ಯನಿರ್ವಾಹಕ ಅಧಿಕಾರಿ, ಸಮುದಾಯದ ಮುಖಂಡರು ಹಾಗೂ ಸಾರ್ವಜನಿಕರು ಭಾಗವಹಿಸಿದ್ದರು. ಸಮುದಾಯದ ಪ್ರತಿಭಾವಂತ ವಿದ್ಯಾರ್ಥಿಗಳನ್ನು ಸನ್ಮಾನಿಸಲಾಯಿತು. ಸಮುದಾಯದ ಜನರು ಶಿಕ್ಷಣ ಪಡೆದು ಮುಖ್ಯವಾಹಿನಿಗೆ ಬರಬೇಕು ಎಂದು ಗಣ್ಯರು ಕರೆ ನೀಡಿದರು. ಮಾಚಿದೇವರ ಭಾವಚಿತ್ರಕ್ಕೆ ಪುಷ್ಪಾರ್ಚನೆ ಮಾಡಲಾಯಿತು. [462, 898, 738, 962]
padapatha-box [4, 58, 190, 136]
plastic-quote [198, 605, 322, 653]
machideva-headline: ಮಾಚಿದೇವರ ಭವನ ನಿರ್ಮಾಣಕ್ಕೆ ಶಾಸಕ ಚಾಲನೆ [462, 501, 782, 525]
site-url [385, 13, 628, 37]
suddi-body [9, 777, 185, 1185]
lead-byline: ಚಾಮರಾಜನಗರ [196, 158, 235, 167]
madivala-byline: ಪ್ರತಿನಿಧಿ ವರದಿ ಹನೂರು [462, 898, 520, 907]
panchang-text: 1947ನೇ ವಿಶ್ವಾವಸು ಸಂವತ್ಸರ, ಅಯನ: ಉತ್ತರಾಯಣ, ಋತು: ಶಿಶಿರ, ಮಾಸ: ಮಾಘ, ಪಕ್ಷ: ಕೃಷ್ಣ, ತಿಥಿ: ಪ್ರತಿಪ, ನಕ್ಷತ್ರ: ಆಶ್ಲೇಷ, 2-2-2026 ಸೋಮವಾರ, ರಾಹುಕಾಲ: 7.46.49, ಸೂರ್ಯೋದಯ: 6.21, ಗುಳಿಕಕಾಲ: 1.6.16ರಿಂದ 9.43 [9, 215, 184, 248]
lead-quote1-by: ರೂಪಾ ಲಕ್ಷ್ಮೀಶಂಕರ್, ಅಧ್ಯಕ್ಷರು, ನಗರಸಭೆ [401, 405, 491, 413]
rule-mid1 [196, 490, 941, 492]
zodiac-sign-icon: ♋ [6, 344, 20, 358]
shikshaka-headline: ಶಿಕ್ಷಕ ಬ್ರಹ್ಮಲಿಂಗಯ್ಯಗೆ ಹೃದಯಸ್ಪರ್ಶಿ ಬೀಳ್ಕೊಡುಗೆ [767, 790, 916, 824]
plastic-byline: ಪ್ರತಿನಿಧಿ ವರದಿ ಹನೂರು [198, 594, 256, 603]
madivala-body [462, 898, 738, 1094]
